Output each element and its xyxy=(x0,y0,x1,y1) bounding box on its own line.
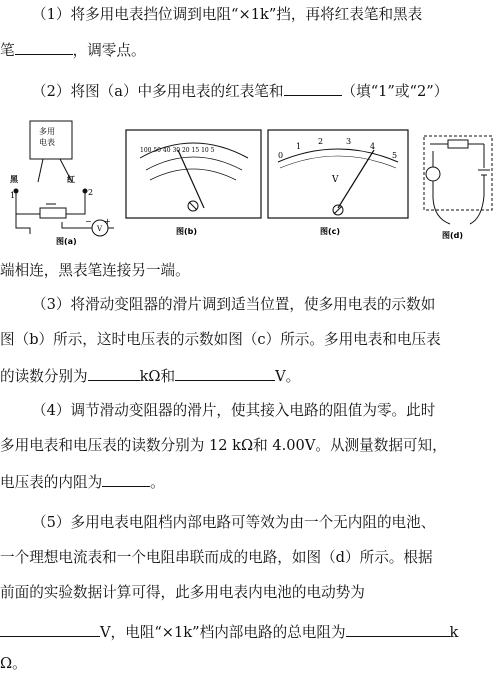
fig-b-caption: 图(b) xyxy=(176,227,198,236)
figure-row xyxy=(0,118,498,253)
fig-a-black: 黑 xyxy=(10,174,18,184)
q5-text4a: V，电阻“×1k”档内部电路的总电阻为 xyxy=(100,624,346,641)
fig-a-caption: 图(a) xyxy=(56,237,77,246)
q3-text3c: V。 xyxy=(275,368,301,385)
q1-text2a: 笔 xyxy=(0,42,15,59)
q5-line3 xyxy=(0,583,498,603)
q3-text3a: 的读数分别为 xyxy=(0,368,88,385)
q4-text2: 多用电表和电压表的读数分别为 12 kΩ和 4.00V。从测量数据可知， xyxy=(0,437,447,454)
q4-text3b: 。 xyxy=(150,474,165,491)
q3-blank-1[interactable] xyxy=(88,366,140,381)
fig-a-label1: 多用 xyxy=(39,127,55,136)
q2-blank-1[interactable] xyxy=(284,81,342,96)
fig-a-plus: + xyxy=(104,217,111,226)
fig-a-red: 红 xyxy=(67,174,75,184)
needle-c xyxy=(338,150,374,208)
q1-line2 xyxy=(0,40,498,61)
fig-c-tick-4: 4 xyxy=(370,142,376,151)
fig-c-tick-3: 3 xyxy=(346,137,352,146)
rheostat xyxy=(40,208,66,218)
fig-c-caption: 图(c) xyxy=(320,227,341,236)
figure-d xyxy=(424,136,492,224)
figure-b xyxy=(126,130,261,218)
fig-a-label2: 电表 xyxy=(39,138,55,147)
q5-blank-2[interactable] xyxy=(346,622,450,637)
q1-text2b: ，调零点。 xyxy=(72,42,146,59)
q5-line5 xyxy=(0,654,498,674)
figure-svg xyxy=(0,118,498,253)
q2-line2 xyxy=(0,261,498,281)
figure-a xyxy=(14,121,114,236)
q2-text2: 端相连，黑表笔连接另一端。 xyxy=(0,262,190,279)
q2-text1b: （填“1”或“2”） xyxy=(341,83,449,100)
q4-text1: （4）调节滑动变阻器的滑片，使其接入电路的阻值为零。此时 xyxy=(32,402,436,419)
q4-line1 xyxy=(0,401,498,421)
q5-line1 xyxy=(0,513,498,533)
q5-blank-1[interactable] xyxy=(0,622,100,637)
q4-line3 xyxy=(0,472,498,493)
q1-line1 xyxy=(0,5,498,25)
q5-line4 xyxy=(0,622,498,643)
q5-text3: 前面的实验数据计算可得，此多用电表内电池的电动势为 xyxy=(0,584,365,601)
q3-text3b: kΩ和 xyxy=(139,368,176,385)
fig-c-tick-2: 2 xyxy=(318,137,324,146)
q3-blank-2[interactable] xyxy=(175,366,275,381)
q5-text1: （5）多用电表电阻档内部电路可等效为由一个无内阻的电池、 xyxy=(32,514,436,531)
q4-line2 xyxy=(0,436,498,456)
fig-c-tick-1: 1 xyxy=(296,142,302,151)
q2-line1 xyxy=(0,81,498,102)
q3-line3 xyxy=(0,366,498,387)
q4-blank-1[interactable] xyxy=(102,472,150,487)
q3-line1 xyxy=(0,295,498,315)
fig-c-tick-5: 5 xyxy=(392,151,398,160)
q4-text3a: 电压表的内阻为 xyxy=(0,474,103,491)
fig-a-v: V xyxy=(97,225,103,233)
fig-b-scale: 100 50 40 30 20 15 10 5 xyxy=(140,147,215,154)
q5-text4b: k xyxy=(449,624,459,641)
q3-text1: （3）将滑动变阻器的滑片调到适当位置，使多用电表的示数如 xyxy=(32,296,436,313)
q5-text5: Ω。 xyxy=(0,655,27,672)
q3-line2 xyxy=(0,330,498,350)
fig-c-unit: V xyxy=(332,175,339,185)
q1-blank-1[interactable] xyxy=(15,40,73,55)
q5-text2: 一个理想电流表和一个电阻串联而成的电路，如图（d）所示。根据 xyxy=(0,549,433,566)
fig-a-t2: 2 xyxy=(88,188,94,197)
figure-c xyxy=(268,130,408,218)
q1-text1: （1）将多用电表挡位调到电阻“×1k”挡，再将红表笔和黑表 xyxy=(32,6,423,23)
fig-a-t1: 1 xyxy=(10,191,16,200)
fig-c-tick-0: 0 xyxy=(278,151,284,160)
q3-text2: 图（b）所示，这时电压表的示数如图（c）所示。多用电表和电压表 xyxy=(0,331,441,348)
fig-a-minus: − xyxy=(85,217,92,226)
q5-line2 xyxy=(0,548,498,568)
needle-b xyxy=(178,150,204,208)
q2-text1a: （2）将图（a）中多用电表的红表笔和 xyxy=(32,83,284,100)
fig-d-caption: 图(d) xyxy=(442,231,464,240)
